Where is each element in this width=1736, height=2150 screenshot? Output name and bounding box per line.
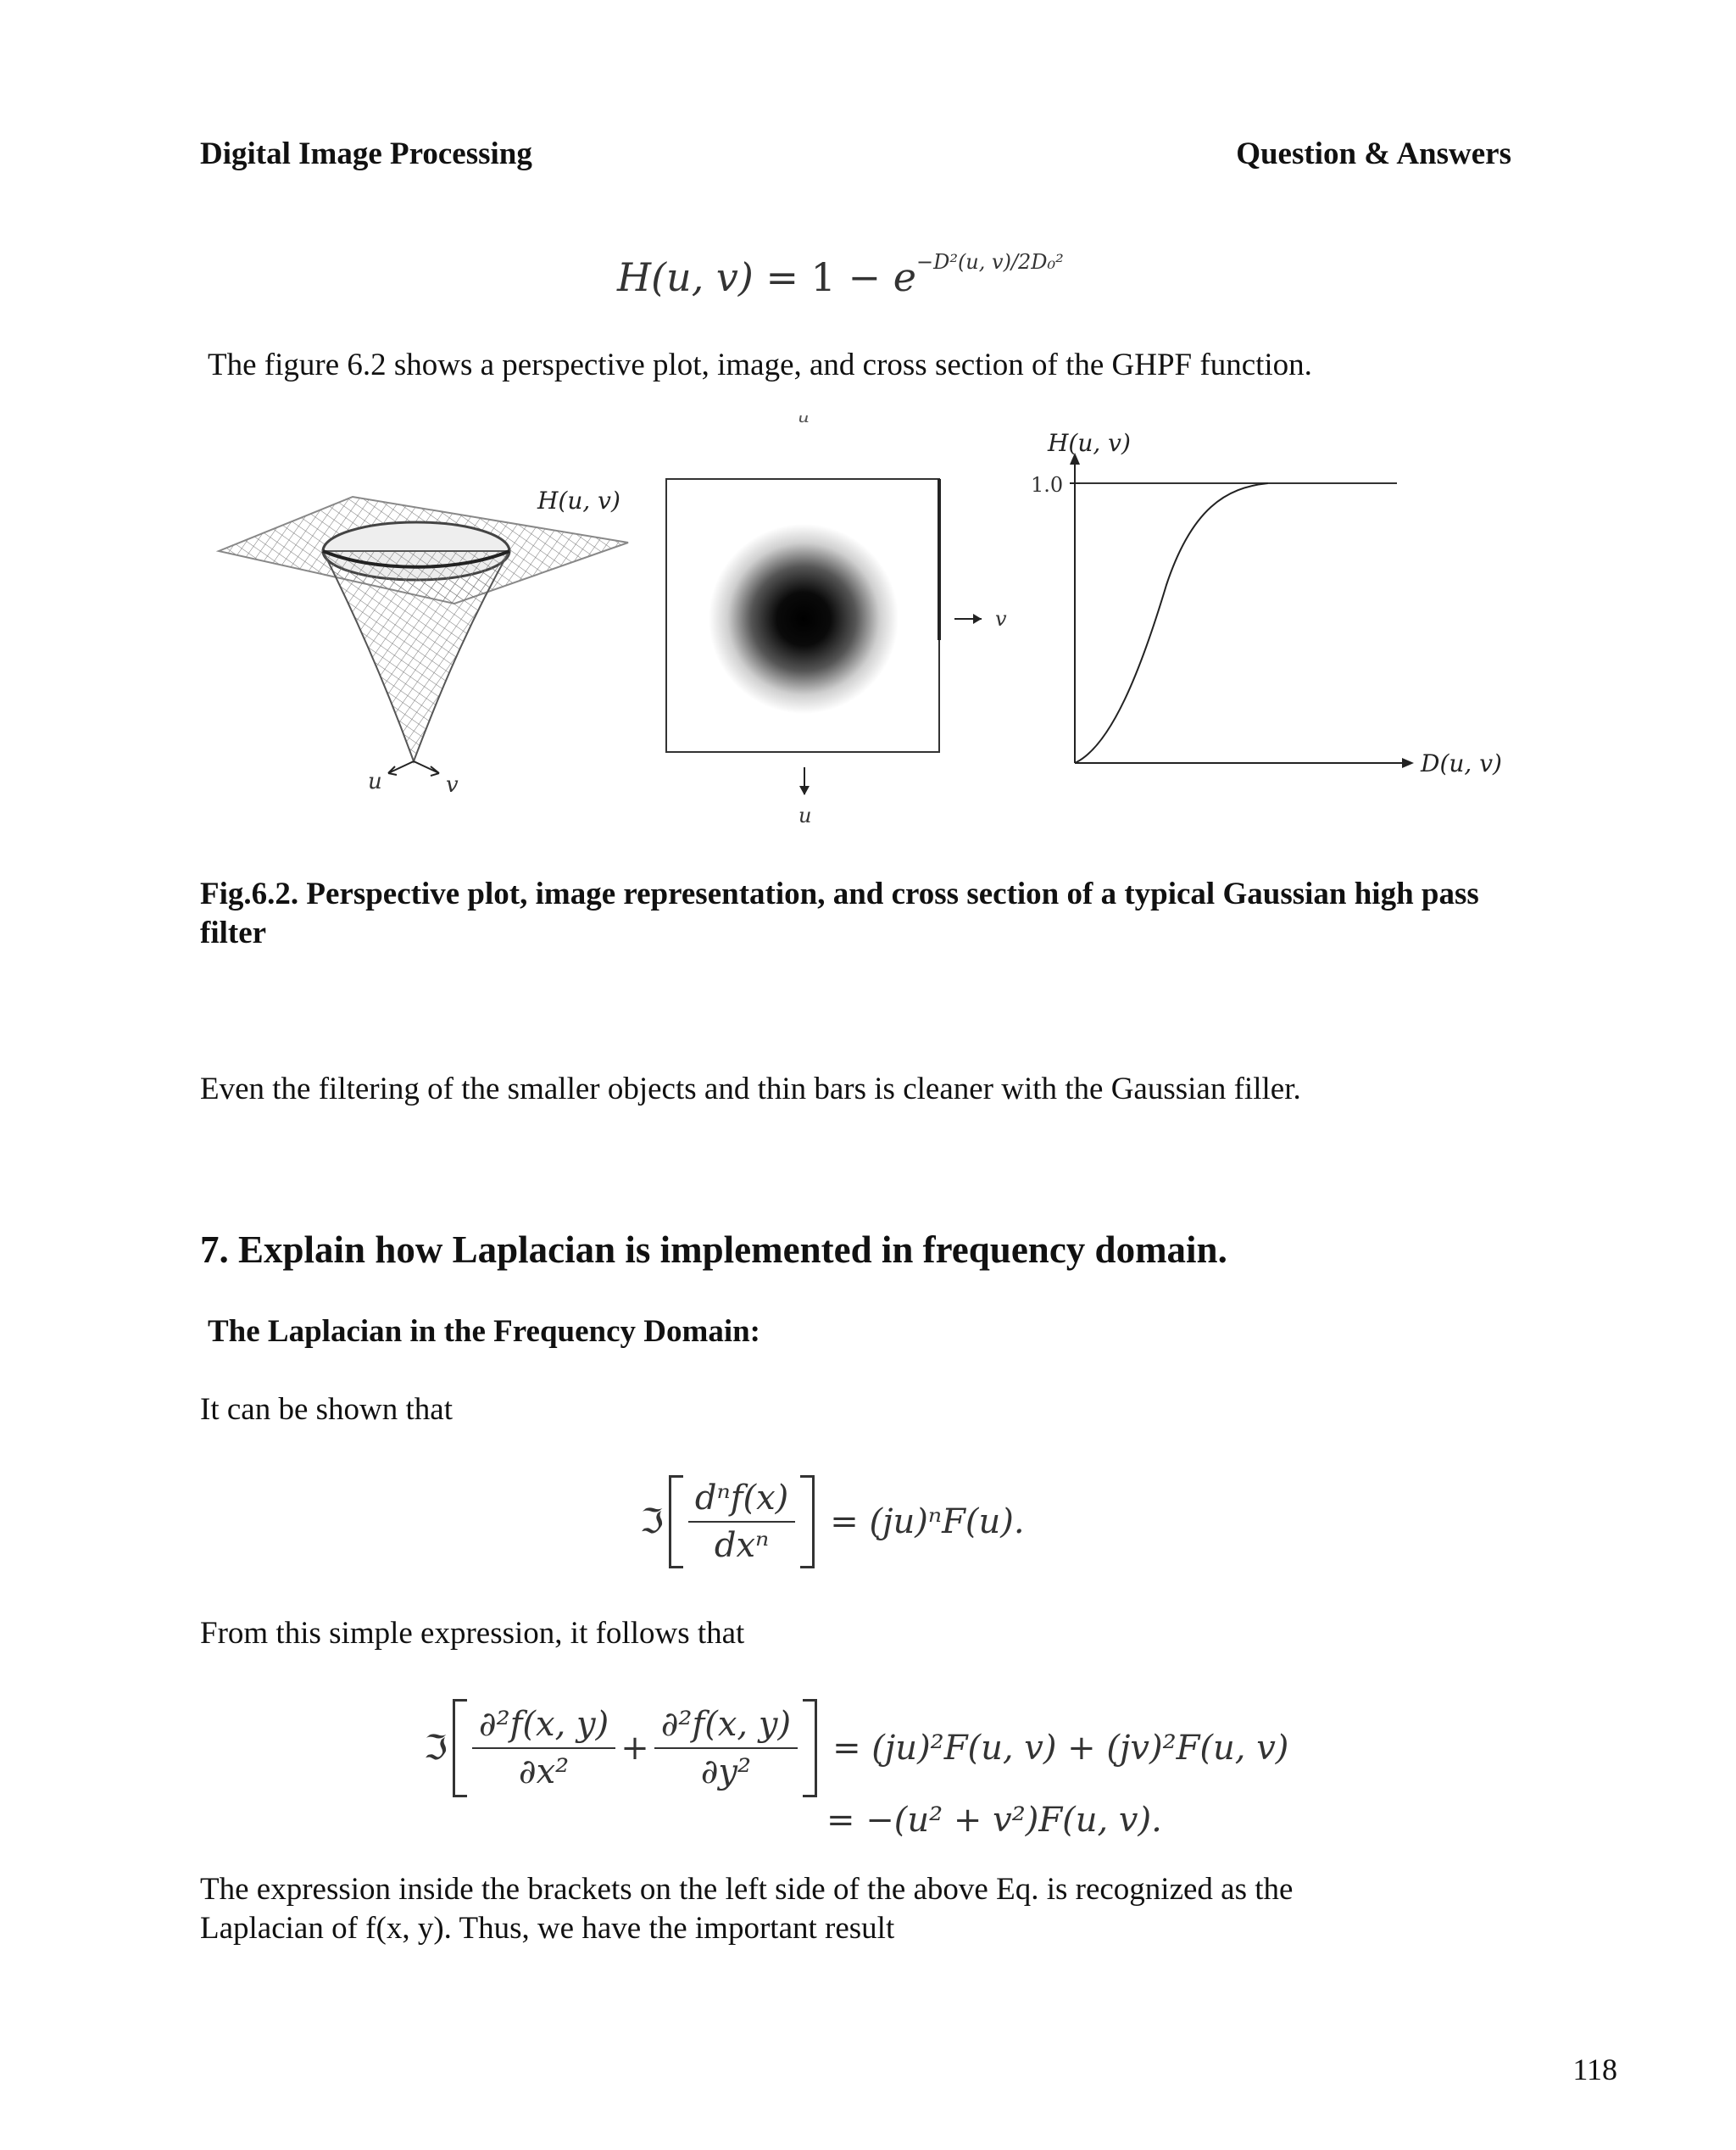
eq-ghpf-lhs: H(u, v) [617,254,754,300]
cross-section-plot [1031,429,1502,777]
cross-x-label: D(u, v) [1421,749,1502,777]
perspective-plot [219,487,628,798]
eq-lap-fraction-x [472,1705,615,1791]
surface-axis-v: v [446,772,459,798]
eq-lap-fraction-y [654,1705,798,1791]
eq-lap-operator: ℑ [424,1729,448,1768]
question-heading: 7. Explain how Laplacian is implemented in frequency domain. [200,1228,1227,1271]
page-number: 118 [1572,2053,1617,2086]
body-paragraph-4-line-1: The expression inside the brackets on the left side of the above Eq. is recognized as the [200,1872,1294,1907]
eq-deriv-denominator: dxⁿ [714,1526,770,1565]
eq-ghpf-exponent: −D²(u, v)/2D₀² [915,249,1064,274]
eq-lap-numerator-x: ∂²f(x, y) [472,1705,615,1749]
right-bracket [800,1475,815,1568]
equation-laplacian [424,1699,1288,1797]
surface-label: H(u, v) [537,487,620,515]
right-bracket [803,1699,817,1797]
eq-lap-numerator-y: ∂²f(x, y) [654,1705,798,1749]
eq-lap-denominator-x: ∂x² [518,1752,570,1791]
body-paragraph-1: Even the filtering of the smaller objects and thin bars is cleaner with the Gaussian filler. [200,1072,1301,1106]
cross-tick: 1.0 [1031,473,1064,497]
figure-caption: Fig.6.2. Perspective plot, image representation, and cross section of a typical Gaussian high pass filter [200,877,1479,950]
equation-derivative [640,1475,1025,1568]
equation-ghpf [617,249,1064,300]
eq-deriv-rhs: = (ju)ⁿF(u). [830,1502,1025,1541]
header-title: Digital Image Processing [200,136,532,171]
cross-y-label: H(u, v) [1048,429,1131,457]
eq-lap-rhs-2: = −(u² + v²)F(u, v). [826,1801,1162,1840]
intro-paragraph: The figure 6.2 shows a perspective plot, image, and cross section of the GHPF function. [208,348,1312,382]
eq-deriv-numerator: dⁿf(x) [688,1479,795,1523]
body-paragraph-2: It can be shown that [200,1392,453,1427]
eq-deriv-operator: ℑ [640,1502,664,1541]
left-bracket [669,1475,683,1568]
image-representation [666,415,1007,827]
image-bottom-label: u [798,804,812,827]
header-subtitle: Question & Answers [1236,136,1511,171]
image-top-label: u [798,415,810,427]
eq-lap-plus: + [620,1729,649,1768]
body-paragraph-4-line-2: Laplacian of f(x, y). Thus, we have the important result [200,1911,895,1946]
eq-deriv-fraction [688,1479,795,1565]
eq-ghpf-base: e [893,254,916,300]
image-right-label: v [995,607,1007,631]
eq-lap-denominator-y: ∂y² [700,1752,752,1791]
body-paragraph-3: From this simple expression, it follows that [200,1616,745,1651]
subheading: The Laplacian in the Frequency Domain: [208,1314,760,1349]
figure-6-2 [200,415,1522,856]
surface-axis-u: u [368,769,382,794]
eq-lap-rhs-1: = (ju)²F(u, v) + (jv)²F(u, v) [832,1729,1289,1768]
left-bracket [453,1699,467,1797]
eq-ghpf-rhs-prefix: = 1 − [765,254,882,300]
